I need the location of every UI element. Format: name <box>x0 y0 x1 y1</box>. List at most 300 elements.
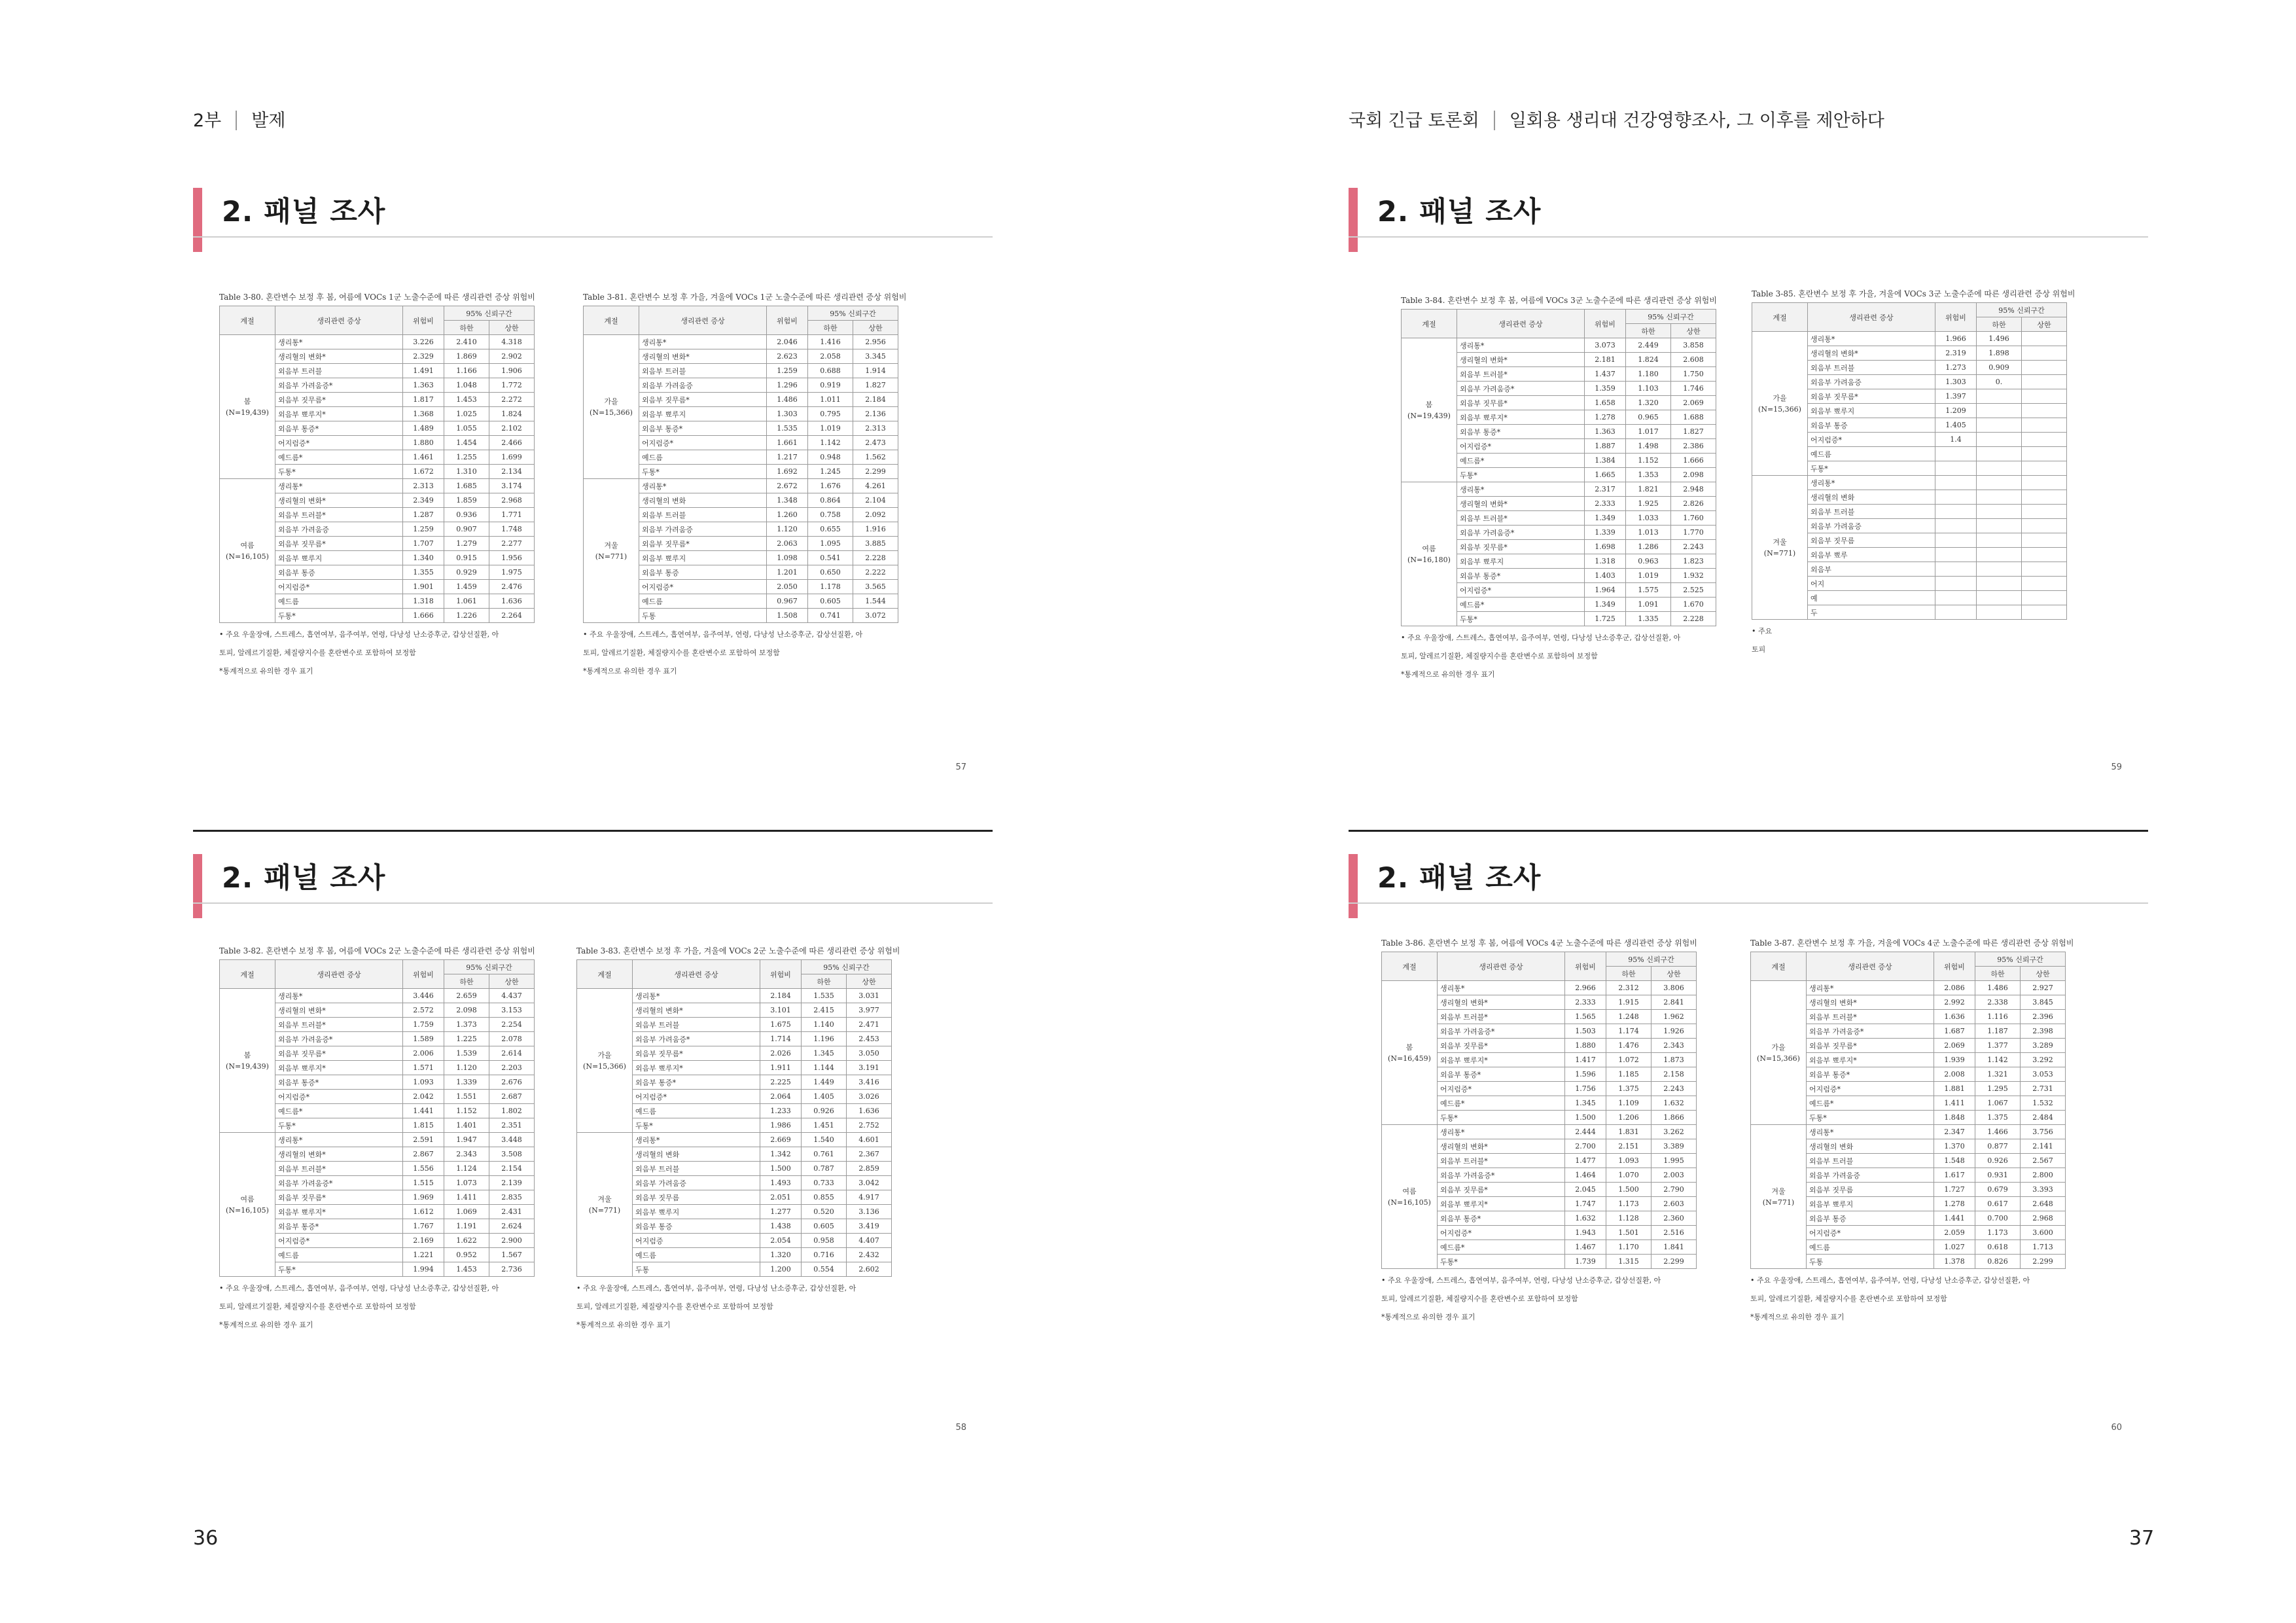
title-underline <box>1349 236 2148 238</box>
ci-upper-cell <box>2022 447 2067 461</box>
ci-lower-cell <box>1977 605 2022 620</box>
header-divider <box>236 111 237 130</box>
ci-lower-cell: 0.758 <box>808 508 853 522</box>
slide-57 <box>193 183 993 812</box>
footnote-line: • 주요 우울장애, 스트레스, 흡연여부, 음주여부, 연령, 다낭성 난소증후군, 갑상선질환, 아 <box>219 630 499 639</box>
symptom-cell: 외음부 통증* <box>1438 1211 1565 1226</box>
ci-lower-cell <box>1977 548 2022 562</box>
symptom-cell: 외음부 가려움증 <box>1807 1168 1934 1183</box>
ci-lower-cell: 0.795 <box>808 407 853 421</box>
ci-upper-cell: 2.277 <box>489 537 535 551</box>
ci-upper-cell: 2.902 <box>489 349 535 364</box>
symptom-cell: 생리통* <box>1807 1125 1934 1139</box>
risk-ratio-cell: 1.727 <box>1934 1183 1975 1197</box>
table-header-row <box>577 960 892 974</box>
symptom-cell: 외음부 짓무름 <box>1807 1183 1934 1197</box>
ci-lower-cell: 0.926 <box>802 1104 847 1118</box>
ci-upper-cell: 3.565 <box>853 580 898 594</box>
symptom-cell: 예드름* <box>275 1104 403 1118</box>
header-lower: 하한 <box>1626 324 1671 338</box>
symptom-cell: 외음부 통증* <box>1457 569 1585 583</box>
symptom-cell: 생리통* <box>639 335 767 349</box>
risk-ratio-cell: 2.059 <box>1934 1226 1975 1240</box>
ci-upper-cell: 4.917 <box>847 1190 892 1205</box>
ci-lower-cell: 2.659 <box>444 989 489 1003</box>
ci-lower-cell: 2.312 <box>1606 981 1651 995</box>
ci-upper-cell: 3.845 <box>2021 995 2066 1010</box>
ci-lower-cell: 1.073 <box>444 1176 489 1190</box>
header-confidence-interval: 95% 신뢰구간 <box>1626 310 1716 324</box>
ci-lower-cell: 1.310 <box>444 465 489 479</box>
risk-ratio-cell: 3.073 <box>1585 338 1626 353</box>
ci-upper-cell: 2.098 <box>1671 468 1716 482</box>
ci-lower-cell: 1.120 <box>444 1061 489 1075</box>
symptom-cell: 외음부 가려움증* <box>1457 382 1585 396</box>
risk-ratio-cell <box>1935 490 1977 505</box>
slide-title: 2. 패널 조사 <box>222 196 386 228</box>
table-row <box>1752 332 2067 346</box>
ci-lower-cell: 1.676 <box>808 479 853 493</box>
ci-lower-cell: 0.931 <box>1975 1168 2021 1183</box>
header-upper: 상한 <box>1651 967 1697 981</box>
symptom-cell: 생리통* <box>1457 338 1585 353</box>
symptom-cell: 어지럼증* <box>275 1234 403 1248</box>
ci-lower-cell: 0.965 <box>1626 410 1671 425</box>
symptom-cell: 예드름 <box>275 594 403 609</box>
ci-lower-cell: 1.166 <box>444 364 489 378</box>
risk-ratio-cell: 1.355 <box>403 565 444 580</box>
risk-ratio-cell <box>1935 577 1977 591</box>
symptom-cell: 생리통* <box>275 1133 403 1147</box>
header-symptom: 생리관련 증상 <box>1438 952 1565 981</box>
risk-ratio-cell: 2.669 <box>760 1133 802 1147</box>
symptom-cell: 두통 <box>633 1262 760 1277</box>
ci-upper-cell: 1.824 <box>489 407 535 421</box>
risk-ratio-cell: 2.700 <box>1565 1139 1606 1154</box>
ci-upper-cell <box>2022 361 2067 375</box>
symptom-cell: 외음부 뾰루지 <box>633 1205 760 1219</box>
symptom-cell: 예드름 <box>633 1104 760 1118</box>
ci-upper-cell: 1.636 <box>847 1104 892 1118</box>
ci-upper-cell: 3.600 <box>2021 1226 2066 1240</box>
symptom-cell: 생리통* <box>1457 482 1585 497</box>
ci-upper-cell: 3.393 <box>2021 1183 2066 1197</box>
ci-upper-cell: 2.956 <box>853 335 898 349</box>
symptom-cell: 생리혈의 변화 <box>639 493 767 508</box>
symptom-cell: 외음부 짓무름* <box>1438 1183 1565 1197</box>
ci-lower-cell: 2.098 <box>444 1003 489 1018</box>
title-accent-bar <box>1349 188 1358 252</box>
symptom-cell: 생리혈의 변화* <box>639 349 767 364</box>
ci-upper-cell: 3.031 <box>847 989 892 1003</box>
header-upper: 상한 <box>853 321 898 335</box>
ci-upper-cell: 1.995 <box>1651 1154 1697 1168</box>
symptom-cell: 외음부 뾰루지* <box>633 1061 760 1075</box>
risk-ratio-cell: 1.548 <box>1934 1154 1975 1168</box>
symptom-cell: 외음부 트러블 <box>639 508 767 522</box>
header-season: 계절 <box>584 306 639 335</box>
footnote-line: 토피, 알레르기질환, 체질량지수를 혼란변수로 포함하여 보정함 <box>219 1302 416 1311</box>
risk-ratio-cell: 1.881 <box>1934 1082 1975 1096</box>
header-upper: 상한 <box>489 974 535 989</box>
risk-ratio-cell: 1.303 <box>1935 375 1977 389</box>
ci-upper-cell: 1.636 <box>489 594 535 609</box>
ci-upper-cell: 2.264 <box>489 609 535 623</box>
season-label: 겨울 <box>597 1194 612 1204</box>
ci-upper-cell: 2.687 <box>489 1090 535 1104</box>
header-risk-ratio: 위험비 <box>767 306 808 335</box>
symptom-cell: 외음부 트러블* <box>275 508 403 522</box>
season-label: 여름 <box>240 541 255 550</box>
header-season: 계절 <box>577 960 633 989</box>
symptom-cell: 외음부 뾰루지* <box>275 1205 403 1219</box>
risk-ratio-cell: 1.411 <box>1934 1096 1975 1111</box>
season-cell <box>1751 981 1807 1125</box>
ci-upper-cell: 3.262 <box>1651 1125 1697 1139</box>
risk-ratio-table <box>1750 952 2066 1269</box>
risk-ratio-table <box>1752 302 2067 620</box>
ci-upper-cell: 1.562 <box>853 450 898 465</box>
symptom-cell: 외음부 통증* <box>1807 1067 1934 1082</box>
symptom-cell: 어지럼증* <box>639 436 767 450</box>
ci-lower-cell: 1.013 <box>1626 526 1671 540</box>
ci-upper-cell: 2.968 <box>489 493 535 508</box>
ci-lower-cell <box>1977 591 2022 605</box>
ci-upper-cell: 2.676 <box>489 1075 535 1090</box>
footnote-line: 토피, 알레르기질환, 체질량지수를 혼란변수로 포함하여 보정함 <box>583 649 780 657</box>
ci-lower-cell: 0. <box>1977 375 2022 389</box>
ci-lower-cell: 1.072 <box>1606 1053 1651 1067</box>
ci-lower-cell: 1.320 <box>1626 396 1671 410</box>
ci-lower-cell: 0.855 <box>802 1190 847 1205</box>
header-symptom: 생리관련 증상 <box>1807 952 1934 981</box>
footnote-line: • 주요 우울장애, 스트레스, 흡연여부, 음주여부, 연령, 다낭성 난소증후군, 갑상선질환, 아 <box>219 1284 499 1293</box>
risk-ratio-cell: 1.339 <box>1585 526 1626 540</box>
ci-upper-cell: 1.802 <box>489 1104 535 1118</box>
symptom-cell: 어지럼증* <box>1807 1082 1934 1096</box>
ci-lower-cell: 0.688 <box>808 364 853 378</box>
ci-lower-cell: 1.401 <box>444 1118 489 1133</box>
symptom-cell: 외음부 짓무름* <box>275 1190 403 1205</box>
ci-lower-cell: 1.821 <box>1626 482 1671 497</box>
risk-ratio-cell: 2.064 <box>760 1090 802 1104</box>
ci-upper-cell: 2.608 <box>1671 353 1716 367</box>
ci-lower-cell: 1.335 <box>1626 612 1671 626</box>
risk-ratio-cell: 2.046 <box>767 335 808 349</box>
ci-lower-cell: 1.373 <box>444 1018 489 1032</box>
ci-lower-cell <box>1977 505 2022 519</box>
ci-lower-cell: 0.877 <box>1975 1139 2021 1154</box>
table-row <box>1751 1125 2066 1139</box>
risk-ratio-cell <box>1935 533 1977 548</box>
symptom-cell: 외음부 통증 <box>1807 1211 1934 1226</box>
table-caption: Table 3-80. 혼란변수 보정 후 봄, 여름에 VOCs 1군 노출수준에 따른 생리관련 증상 위험비 <box>219 293 535 302</box>
ci-upper-cell: 2.184 <box>853 393 898 407</box>
risk-ratio-cell: 1.438 <box>760 1219 802 1234</box>
table-row <box>220 335 535 349</box>
symptom-cell: 외음부 트러블 <box>275 364 403 378</box>
ci-upper-cell: 2.092 <box>853 508 898 522</box>
ci-upper-cell: 3.345 <box>853 349 898 364</box>
risk-ratio-cell <box>1935 548 1977 562</box>
risk-ratio-cell: 2.045 <box>1565 1183 1606 1197</box>
symptom-cell: 생리통* <box>1807 981 1934 995</box>
ci-lower-cell: 1.187 <box>1975 1024 2021 1039</box>
symptom-cell: 예드름 <box>639 450 767 465</box>
header-season: 계절 <box>220 306 275 335</box>
ci-upper-cell: 2.243 <box>1671 540 1716 554</box>
risk-ratio-cell: 1.477 <box>1565 1154 1606 1168</box>
symptom-cell: 외음부 뾰루지 <box>275 551 403 565</box>
table-caption: Table 3-83. 혼란변수 보정 후 가을, 겨울에 VOCs 2군 노출수준에 따른 생리관련 증상 위험비 <box>576 946 900 955</box>
table-row <box>1382 981 1697 995</box>
symptom-cell: 외음부 짓무름* <box>1438 1039 1565 1053</box>
symptom-cell: 두통* <box>275 1118 403 1133</box>
risk-ratio-cell: 1.259 <box>767 364 808 378</box>
header-risk-ratio: 위험비 <box>1565 952 1606 981</box>
ci-upper-cell: 2.752 <box>847 1118 892 1133</box>
ci-upper-cell: 3.416 <box>847 1075 892 1090</box>
sample-size: (N=15,366) <box>583 1061 626 1071</box>
header-symptom: 생리관련 증상 <box>1457 310 1585 338</box>
symptom-cell: 두통* <box>1808 461 1935 476</box>
header-symptom: 생리관련 증상 <box>1808 303 1935 332</box>
title-accent-bar <box>193 854 202 918</box>
season-cell <box>1752 332 1808 476</box>
symptom-cell: 외음부 짓무름 <box>1808 533 1935 548</box>
footnote-line: 토피, 알레르기질환, 체질량지수를 혼란변수로 포함하여 보정함 <box>1401 652 1598 660</box>
symptom-cell: 생리혈의 변화* <box>1808 346 1935 361</box>
symptom-cell: 외음부 뾰루지 <box>1457 554 1585 569</box>
ci-lower-cell: 1.124 <box>444 1162 489 1176</box>
symptom-cell: 외음부 트러블* <box>1457 367 1585 382</box>
ci-upper-cell <box>2022 418 2067 433</box>
risk-ratio-cell: 1.273 <box>1935 361 1977 375</box>
symptom-cell: 외음부 짓무름* <box>1457 396 1585 410</box>
ci-upper-cell: 1.916 <box>853 522 898 537</box>
slide-60 <box>1349 830 2148 1458</box>
symptom-cell: 외음부 가려움증* <box>1457 526 1585 540</box>
symptom-cell: 외음부 트러블 <box>1808 505 1935 519</box>
risk-ratio-cell <box>1935 591 1977 605</box>
ci-upper-cell: 2.386 <box>1671 439 1716 454</box>
ci-upper-cell <box>2022 533 2067 548</box>
ci-lower-cell: 0.952 <box>444 1248 489 1262</box>
ci-lower-cell <box>1977 562 2022 577</box>
sample-size: (N=771) <box>588 1205 621 1215</box>
ci-lower-cell: 1.498 <box>1626 439 1671 454</box>
risk-ratio-cell: 1.342 <box>760 1147 802 1162</box>
ci-lower-cell: 0.929 <box>444 565 489 580</box>
ci-lower-cell: 1.093 <box>1606 1154 1651 1168</box>
footnote-line: • 주요 우울장애, 스트레스, 흡연여부, 음주여부, 연령, 다낭성 난소증후군, 갑상선질환, 아 <box>1381 1276 1661 1285</box>
part-title: 발제 <box>251 111 286 131</box>
symptom-cell: 외음부 트러블* <box>1807 1010 1934 1024</box>
risk-ratio-cell: 1.303 <box>767 407 808 421</box>
risk-ratio-cell <box>1935 562 1977 577</box>
symptom-cell: 생리혈의 변화* <box>275 1003 403 1018</box>
ci-upper-cell: 2.222 <box>853 565 898 580</box>
ci-upper-cell: 2.432 <box>847 1248 892 1262</box>
ci-lower-cell <box>1977 389 2022 404</box>
risk-ratio-cell: 1.747 <box>1565 1197 1606 1211</box>
sample-size: (N=16,105) <box>226 552 269 561</box>
symptom-cell: 두통 <box>639 609 767 623</box>
risk-ratio-cell: 1.535 <box>767 421 808 436</box>
ci-lower-cell: 1.925 <box>1626 497 1671 511</box>
ci-lower-cell: 1.185 <box>1606 1067 1651 1082</box>
ci-upper-cell: 2.800 <box>2021 1168 2066 1183</box>
ci-upper-cell: 2.398 <box>2021 1024 2066 1039</box>
risk-ratio-cell: 1.636 <box>1934 1010 1975 1024</box>
symptom-cell: 외음부 통증 <box>1808 418 1935 433</box>
ci-lower-cell: 0.605 <box>802 1219 847 1234</box>
risk-ratio-cell: 1.359 <box>1585 382 1626 396</box>
risk-ratio-cell: 1.405 <box>1935 418 1977 433</box>
season-cell <box>584 335 639 479</box>
ci-upper-cell: 1.962 <box>1651 1010 1697 1024</box>
risk-ratio-cell: 1.221 <box>403 1248 444 1262</box>
symptom-cell: 생리혈의 변화* <box>275 493 403 508</box>
symptom-cell: 두통* <box>1457 612 1585 626</box>
slide-top-border <box>193 830 993 832</box>
footnote-line: 토피 <box>1752 645 1766 654</box>
risk-ratio-cell: 1.964 <box>1585 583 1626 597</box>
ci-upper-cell: 2.158 <box>1651 1067 1697 1082</box>
symptom-cell: 외음부 트러블* <box>1438 1154 1565 1168</box>
risk-ratio-cell: 1.687 <box>1934 1024 1975 1039</box>
risk-ratio-cell: 1.596 <box>1565 1067 1606 1082</box>
title-accent-bar <box>193 188 202 252</box>
slide-58 <box>193 830 993 1458</box>
ci-lower-cell: 1.466 <box>1975 1125 2021 1139</box>
risk-ratio-cell: 1.901 <box>403 580 444 594</box>
ci-upper-cell <box>2022 519 2067 533</box>
ci-lower-cell: 0.541 <box>808 551 853 565</box>
symptom-cell: 외음부 뾰루지* <box>1438 1197 1565 1211</box>
table-footnote <box>1401 629 1717 684</box>
ci-lower-cell: 1.353 <box>1626 468 1671 482</box>
risk-ratio-cell: 1.340 <box>403 551 444 565</box>
season-label: 가을 <box>1773 393 1787 402</box>
ci-lower-cell: 1.453 <box>444 393 489 407</box>
ci-lower-cell: 0.907 <box>444 522 489 537</box>
risk-ratio-cell: 1.666 <box>403 609 444 623</box>
ci-lower-cell: 1.535 <box>802 989 847 1003</box>
sample-size: (N=771) <box>1762 1198 1795 1207</box>
risk-ratio-cell: 2.591 <box>403 1133 444 1147</box>
ci-upper-cell: 2.826 <box>1671 497 1716 511</box>
ci-lower-cell: 1.103 <box>1626 382 1671 396</box>
risk-ratio-cell: 1.714 <box>760 1032 802 1046</box>
risk-ratio-cell: 1.370 <box>1934 1139 1975 1154</box>
ci-lower-cell <box>1977 433 2022 447</box>
symptom-cell: 외음부 <box>1808 562 1935 577</box>
ci-upper-cell: 2.473 <box>853 436 898 450</box>
season-cell <box>220 479 275 623</box>
ci-lower-cell: 1.025 <box>444 407 489 421</box>
symptom-cell: 외음부 통증* <box>275 1075 403 1090</box>
symptom-cell: 두통* <box>275 1262 403 1277</box>
ci-lower-cell: 1.339 <box>444 1075 489 1090</box>
ci-upper-cell: 1.746 <box>1671 382 1716 396</box>
risk-ratio-cell: 1.556 <box>403 1162 444 1176</box>
running-header-right <box>1349 106 1884 132</box>
ci-upper-cell: 1.544 <box>853 594 898 609</box>
risk-ratio-table <box>1381 952 1697 1269</box>
ci-upper-cell: 2.471 <box>847 1018 892 1032</box>
ci-lower-cell: 1.915 <box>1606 995 1651 1010</box>
sample-size: (N=16,105) <box>226 1205 269 1215</box>
footnote-line: *통계적으로 유의한 경우 표기 <box>583 667 677 675</box>
ci-upper-cell: 3.419 <box>847 1219 892 1234</box>
ci-lower-cell: 1.575 <box>1626 583 1671 597</box>
header-season: 계절 <box>1402 310 1457 338</box>
symptom-cell: 두통* <box>1807 1111 1934 1125</box>
risk-ratio-cell: 2.444 <box>1565 1125 1606 1139</box>
risk-ratio-cell: 1.384 <box>1585 454 1626 468</box>
sample-size: (N=16,105) <box>1388 1198 1431 1207</box>
ci-lower-cell: 1.486 <box>1975 981 2021 995</box>
sample-size: (N=16,180) <box>1407 555 1451 564</box>
footnote-line: *통계적으로 유의한 경우 표기 <box>1401 670 1495 679</box>
ci-upper-cell: 3.885 <box>853 537 898 551</box>
ci-lower-cell: 0.733 <box>802 1176 847 1190</box>
ci-upper-cell: 2.948 <box>1671 482 1716 497</box>
risk-ratio-cell: 1.589 <box>403 1032 444 1046</box>
risk-ratio-cell: 1.349 <box>1585 597 1626 612</box>
season-label: 가을 <box>597 1050 612 1060</box>
ci-upper-cell <box>2022 548 2067 562</box>
ci-upper-cell: 3.191 <box>847 1061 892 1075</box>
ci-lower-cell: 1.033 <box>1626 511 1671 526</box>
symptom-cell: 외음부 트러블* <box>1438 1010 1565 1024</box>
ci-upper-cell: 1.932 <box>1671 569 1716 583</box>
risk-ratio-cell: 1.363 <box>1585 425 1626 439</box>
risk-ratio-table <box>576 959 892 1277</box>
risk-ratio-cell: 1.565 <box>1565 1010 1606 1024</box>
risk-ratio-cell: 1.966 <box>1935 332 1977 346</box>
symptom-cell: 외음부 트러블* <box>275 1018 403 1032</box>
symptom-cell: 외음부 통증 <box>633 1219 760 1234</box>
ci-lower-cell: 1.173 <box>1975 1226 2021 1240</box>
symptom-cell: 어지럼증* <box>639 580 767 594</box>
ci-upper-cell: 2.254 <box>489 1018 535 1032</box>
ci-lower-cell: 1.248 <box>1606 1010 1651 1024</box>
risk-ratio-cell: 1.500 <box>760 1162 802 1176</box>
ci-lower-cell: 1.067 <box>1975 1096 2021 1111</box>
table-caption: Table 3-84. 혼란변수 보정 후 봄, 여름에 VOCs 3군 노출수준에 따른 생리관련 증상 위험비 <box>1401 296 1717 305</box>
season-cell <box>1382 981 1438 1125</box>
stats-table-block <box>219 945 535 1334</box>
ci-upper-cell: 2.139 <box>489 1176 535 1190</box>
ci-upper-cell: 2.835 <box>489 1190 535 1205</box>
ci-upper-cell: 3.053 <box>2021 1067 2066 1082</box>
table-footnote <box>583 626 906 681</box>
ci-upper-cell: 2.343 <box>1651 1039 1697 1053</box>
ci-lower-cell: 1.375 <box>1975 1111 2021 1125</box>
ci-lower-cell: 0.618 <box>1975 1240 2021 1255</box>
ci-upper-cell: 4.261 <box>853 479 898 493</box>
risk-ratio-cell: 1.277 <box>760 1205 802 1219</box>
header-symptom: 생리관련 증상 <box>275 960 403 989</box>
symptom-cell: 외음부 짓무름 <box>633 1190 760 1205</box>
ci-upper-cell: 2.731 <box>2021 1082 2066 1096</box>
ci-upper-cell: 2.228 <box>853 551 898 565</box>
sample-size: (N=16,459) <box>1388 1054 1431 1063</box>
ci-lower-cell: 1.225 <box>444 1032 489 1046</box>
table-header-row <box>220 960 535 974</box>
